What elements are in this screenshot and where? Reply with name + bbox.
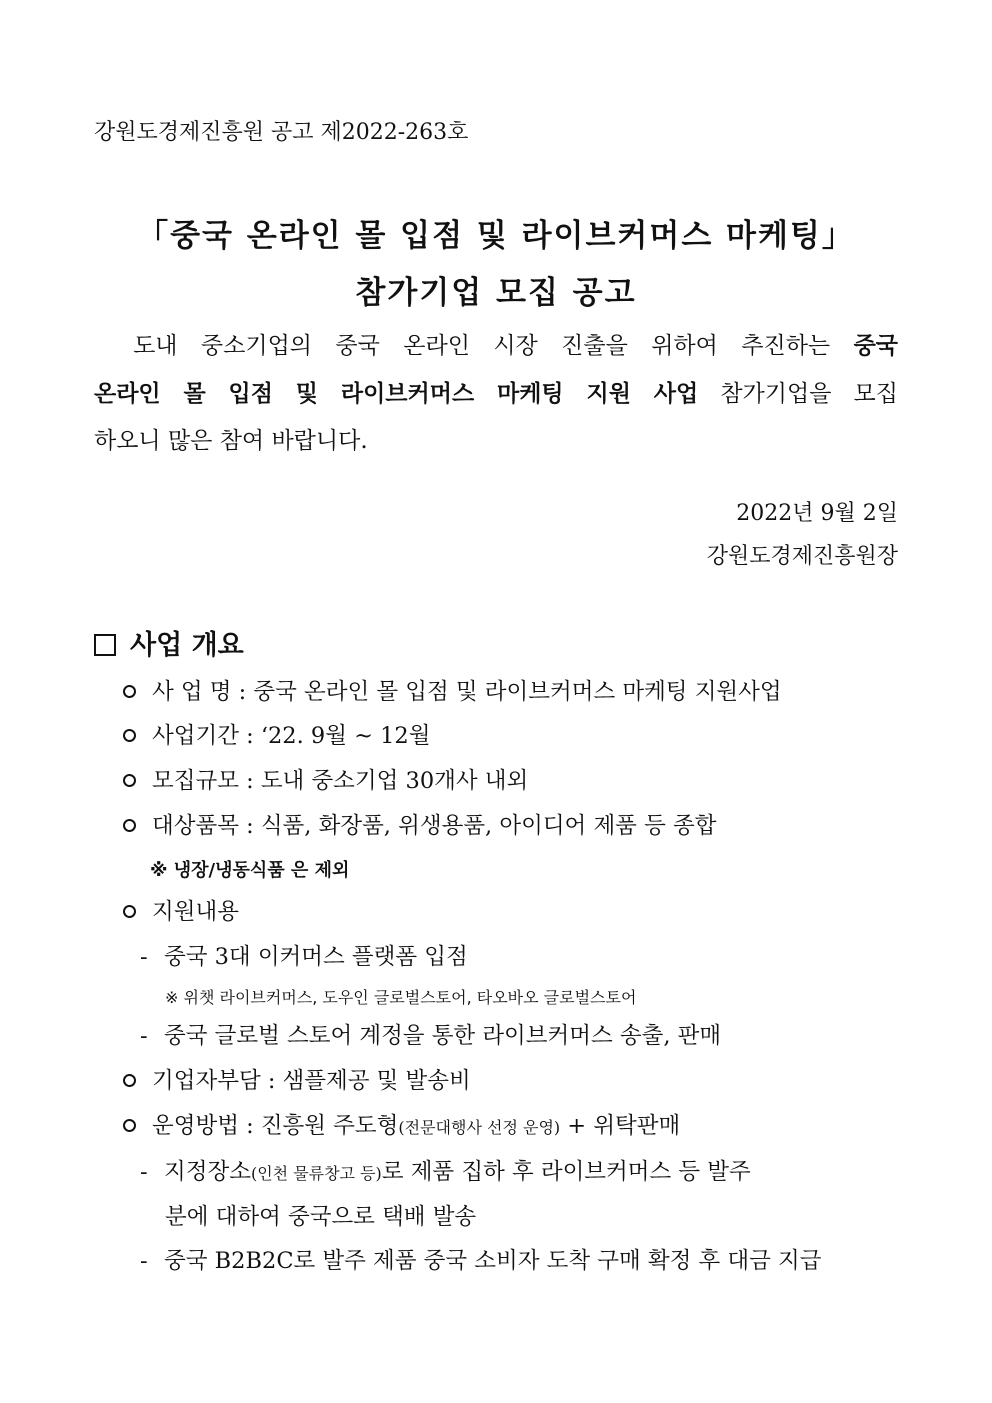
dash-mark: - [140, 1159, 148, 1185]
issuer-name: 강원도경제진흥원장 [706, 544, 898, 569]
title-line-2: 참가기업 모집 공고 [355, 275, 637, 311]
circle-bullet-icon [123, 1119, 136, 1132]
dash-mark: - [140, 1248, 148, 1274]
intro-text: 도내 중소기업의 중국 온라인 시장 진출을 위하여 추진하는 [133, 333, 854, 359]
method-sub-1-cont: 분에 대하여 중국으로 택배 발송 [165, 1204, 477, 1230]
circle-bullet-icon [123, 685, 136, 698]
method-sub-2 [140, 1243, 822, 1275]
dash-mark: - [140, 1023, 148, 1049]
item-text: 사 업 명 : 중국 온라인 몰 입점 및 라이브커머스 마케팅 지원사업 [152, 679, 782, 705]
circle-bullet-icon [123, 774, 136, 787]
item-text: 중국 B2B2C로 발주 제품 중국 소비자 도착 구매 확정 후 대금 지급 [164, 1248, 822, 1274]
item-support [123, 894, 239, 926]
circle-bullet-icon [123, 819, 136, 832]
support-sub-1-note: ※ 위챗 라이브커머스, 도우인 글로벌스토어, 타오바오 글로벌스토어 [165, 988, 637, 1007]
item-small-text: (인천 물류창고 등) [250, 1164, 382, 1183]
intro-paragraph [94, 322, 898, 465]
section-title: 사업 개요 [130, 630, 244, 661]
item-small-text: (전문대행사 선정 운영) [398, 1118, 561, 1137]
item-scale [123, 763, 528, 795]
item-text: 중국 글로벌 스토어 계정을 통한 라이브커머스 송출, 판매 [164, 1023, 722, 1049]
circle-bullet-icon [123, 1074, 136, 1087]
item-period [123, 718, 430, 750]
support-sub-1 [140, 939, 468, 971]
products-note: ※ 냉장/냉동식품 은 제외 [150, 860, 350, 881]
intro-line-2 [94, 370, 898, 418]
item-method [123, 1108, 680, 1140]
notice-date: 2022년 9월 2일 [736, 501, 898, 526]
intro-line-1 [94, 322, 898, 370]
item-business-name [123, 674, 782, 706]
item-burden [123, 1063, 471, 1095]
support-sub-2 [140, 1018, 721, 1050]
checkbox-square-icon [94, 634, 116, 656]
item-products [123, 808, 716, 840]
item-text: 모집규모 : 도내 중소기업 30개사 내외 [152, 768, 529, 794]
item-text: + 위탁판매 [560, 1113, 681, 1139]
item-text: 지원내용 [152, 899, 239, 925]
item-text: 로 제품 집하 후 라이브커머스 등 발주 [381, 1159, 751, 1185]
dash-mark: - [140, 944, 148, 970]
intro-line-3: 하오니 많은 참여 바랍니다. [94, 428, 368, 454]
intro-bold: 중국 [853, 332, 898, 359]
item-text: 기업자부담 : 샘플제공 및 발송비 [152, 1068, 471, 1094]
method-sub-1 [140, 1154, 751, 1186]
section-heading [94, 623, 244, 662]
item-text: 사업기간 : ‘22. 9월 ~ 12월 [152, 723, 431, 749]
circle-bullet-icon [123, 905, 136, 918]
circle-bullet-icon [123, 729, 136, 742]
intro-text: 참가기업을 모집 [698, 381, 898, 407]
intro-bold: 온라인 몰 입점 및 라이브커머스 마케팅 지원 사업 [94, 380, 699, 407]
notice-number: 강원도경제진흥원 공고 제2022-263호 [94, 120, 469, 145]
title-line-1: 「중국 온라인 몰 입점 및 라이브커머스 마케팅」 [137, 218, 855, 254]
item-text: 중국 3대 이커머스 플랫폼 입점 [164, 944, 468, 970]
item-text: 지정장소 [164, 1159, 251, 1185]
item-text: 대상품목 : 식품, 화장품, 위생용품, 아이디어 제품 등 종합 [152, 813, 717, 839]
item-text: 운영방법 : 진흥원 주도형 [152, 1113, 399, 1139]
